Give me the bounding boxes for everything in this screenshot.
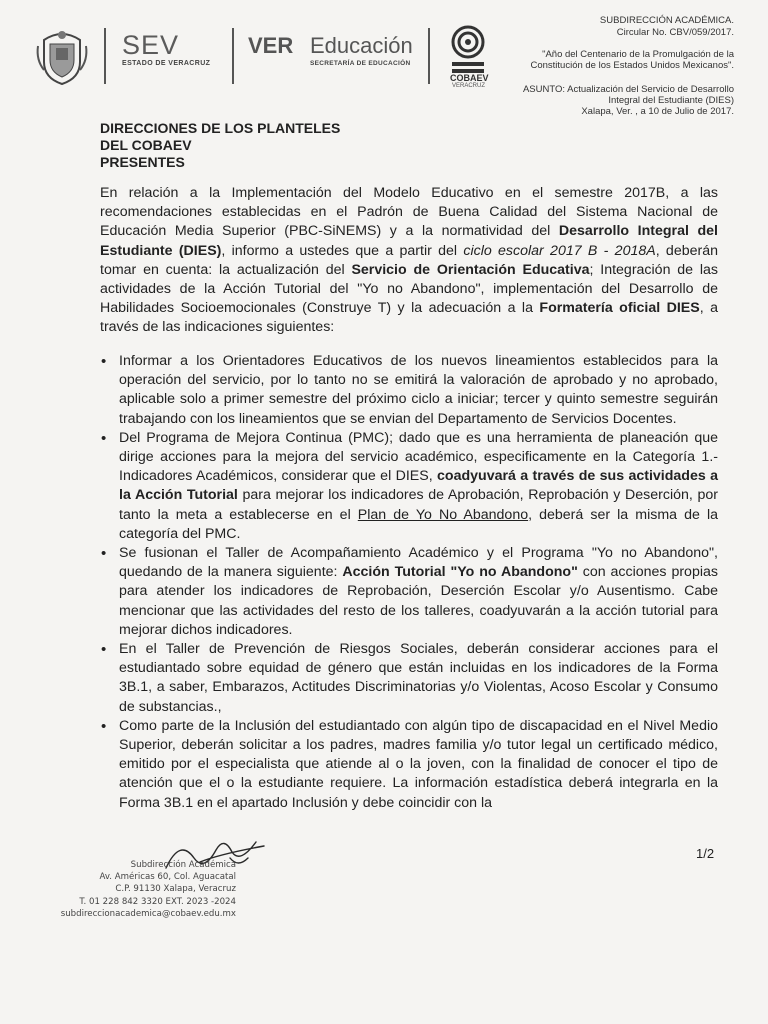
recipients-block: [100, 120, 340, 171]
intro-paragraph: [100, 184, 718, 338]
intro-bold-service: Servicio de Orientación Educativa: [351, 261, 590, 278]
intro-bold-dies: Desarrollo Integral del Estudiante (DIES): [100, 223, 718, 259]
list-item-bold: Acción Tutorial "Yo no Abandono": [342, 564, 578, 581]
recipients-line: DIRECCIONES DE LOS PLANTELES: [100, 120, 341, 136]
cobaev-name: COBAEV: [450, 73, 489, 83]
footer-city: C.P. 91130 Xalapa, Veracruz: [115, 884, 236, 895]
sev-subtitle: ESTADO DE VERACRUZ: [122, 60, 211, 67]
list-item-text: Como parte de la Inclusión del estudiantado con algún tipo de discapacidad en el Nivel Medio Superior, deberán solicitar a los padres, madres familia y/o tutor legal un certificado médico, emitido por el especialista que atiende al o la joven, con la finalidad de conocer el tipo de atención que el o la estudiante requiere. La información estadística deberá integrarla en la Forma 3B.1 en el apartado Inclusión y debe coincidir con la: [119, 717, 718, 811]
intro-text: ; Integración de las actividades de la Acción Tutorial del "Yo no Abandono", implementación del Desarrollo de Habilidades Socioemocionales (Construye T) y la adecuación a la: [100, 261, 719, 317]
list-item-text: para mejorar los indicadores de Aprobación, Reprobación y Deserción, por tanto la meta a establecerse en el: [119, 487, 718, 523]
intro-text: En relación a la Implementación del Modelo Educativo en el semestre 2017B, a las recomendaciones establecidas en el Padrón de Buena Calidad del Sistema Nacional de Educación Media Superior (PBC-SiNEMS) y a la normatividad del: [100, 185, 718, 240]
list-item: [100, 640, 718, 717]
circular-number: Circular No. CBV/059/2017.: [616, 27, 734, 38]
list-item-text: Del Programa de Mejora Continua (PMC); dado que es una herramienta de planeación que dirige acciones para la mejora del servicio académico, especificamente en la Categoría 1.- Indicadores Académicos, considerar que el DIES,: [119, 429, 718, 485]
footer-office: Subdirección Académica: [130, 860, 236, 870]
page-number: 1/2: [696, 846, 715, 861]
footer-address: [4, 859, 236, 920]
list-item: [100, 429, 718, 544]
office-name: SUBDIRECCIÓN ACADÉMICA.: [599, 15, 734, 26]
list-item: [100, 717, 718, 813]
list-item-text: En el Taller de Prevención de Riesgos Sociales, deberán considerar acciones para el estudiantado sobre equidad de género que están incluidas en los indicadores de la Forma 3B.1, a saber, Embarazos, Actitudes Discriminatorias y/o Violentas, Acoso Escolar y Consumo de substancias.,: [119, 641, 718, 715]
year-motto-line-2: Constitución de los Estados Unidos Mexicanos".: [530, 60, 734, 71]
educacion-logo: Educación: [310, 33, 413, 58]
list-item-text: con acciones propias para atender los indicadores de Reprobación, Deserción Escolar y/o Ausentismo. Cabe mencionar que las actividades del resto de los talleres, coadyuvarán a la acción tutorial para mejorar dichos indicadores.: [119, 564, 718, 638]
instructions-list: [100, 352, 718, 813]
header-divider: [428, 28, 430, 84]
intro-text: , deberán tomar en cuenta: la actualización del: [100, 242, 719, 278]
cobaev-subtitle: VERACRUZ: [452, 83, 486, 89]
subject-line-1: ASUNTO: Actualización del Servicio de Desarrollo: [522, 84, 734, 95]
list-item: [100, 352, 718, 429]
subject-line-2: Integral del Estudiante (DIES): [608, 95, 734, 106]
footer-phone: T. 01 228 842 3320 EXT. 2023 -2024: [79, 896, 236, 907]
list-item: [100, 544, 718, 640]
intro-italic-cycle: ciclo escolar 2017 B - 2018A: [463, 242, 656, 259]
year-motto-line-1: "Año del Centenario de la Promulgación de la: [542, 49, 734, 60]
list-item-text: Informar a los Orientadores Educativos de los nuevos lineamientos establecidos para la operación del servicio, por lo tanto no se emitirá la valoración de aprobado y no aprobado, aplicable solo a primer semestre del próximo ciclo a iniciar; tercer y quinto semestre seguirán trabajando con los lineamientos que se envian del Departamento de Servicios Docentes.: [119, 353, 718, 427]
recipients-line: DEL COBAEV: [100, 137, 192, 153]
veracruz-coat-of-arms-icon: [34, 26, 90, 86]
list-item-bold: coadyuvará a través de sus actividades a la Acción Tutorial: [119, 468, 718, 504]
ver-logo: VER: [248, 33, 294, 58]
recipients-line: PRESENTES: [100, 154, 185, 170]
footer-email: subdireccionacademica@cobaev.edu.mx: [60, 908, 236, 919]
intro-bold-formateria: Formatería oficial DIES: [539, 300, 700, 317]
place-date: Xalapa, Ver. , a 10 de Julio de 2017.: [581, 106, 734, 117]
list-item-text: Se fusionan el Taller de Acompañamiento Académico y el Programa "Yo no Abandono", quedando de la manera siguiente:: [119, 545, 718, 581]
list-item-text: , deberá ser la misma de la categoría del PMC.: [119, 506, 718, 542]
intro-text: , informo a ustedes que a partir del: [221, 242, 464, 259]
cobaev-logo-icon: [448, 24, 488, 78]
intro-text: , a través de las indicaciones siguientes:: [100, 300, 719, 336]
header-divider: [232, 28, 234, 84]
list-item-underlined: Plan de Yo No Abandono: [357, 506, 529, 523]
footer-street: Av. Américas 60, Col. Aguacatal: [99, 872, 236, 883]
sev-logo: SEV: [122, 30, 180, 60]
header-divider: [104, 28, 106, 84]
educacion-subtitle: SECRETARÍA DE EDUCACIÓN: [310, 60, 411, 67]
